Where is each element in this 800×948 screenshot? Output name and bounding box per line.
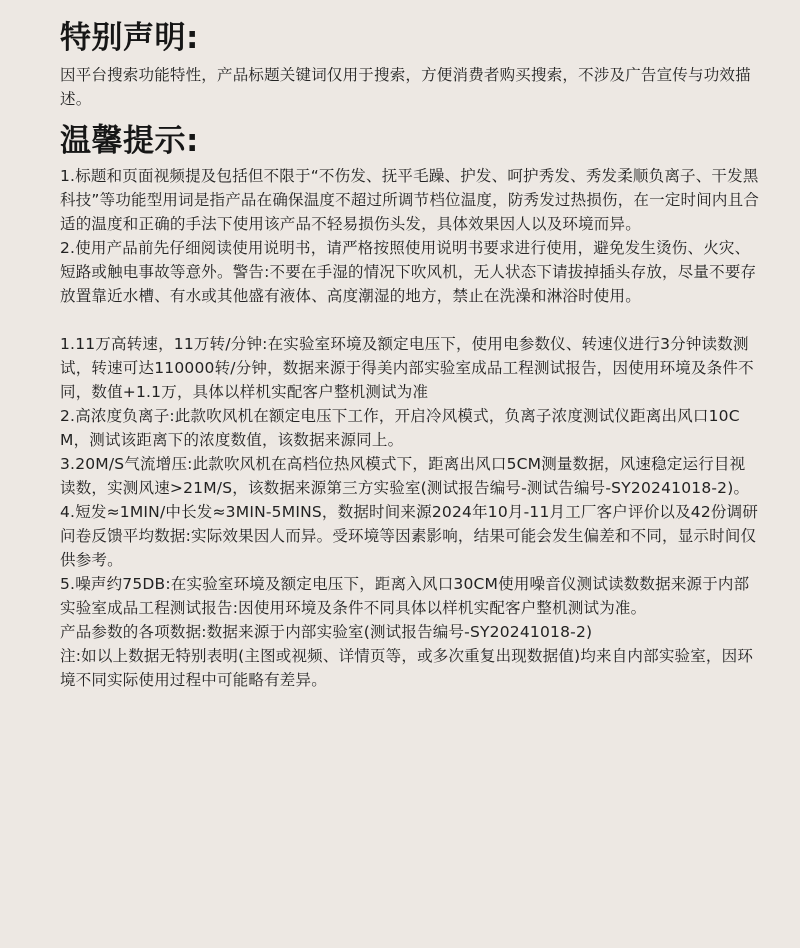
spec-item: 2.高浓度负离子:此款吹风机在额定电压下工作，开启冷风模式，负离子浓度测试仪距离出风口10CM，测试该距离下的浓度数值，该数据来源同上。 [60, 407, 740, 450]
spec-item: 产品参数的各项数据:数据来源于内部实验室(测试报告编号-SY20241018-2) [60, 623, 593, 642]
tips-heading: 温馨提示: [60, 123, 199, 160]
spec-item: 4.短发≈1MIN/中长发≈3MIN-5MINS，数据时间来源2024年10月-11月工厂客户评价以及42份调研问卷反馈平均数据:实际效果因人而异。受环境等因素影响，结果可能会发生偏差和不同，显示时间仅供参考。 [60, 503, 759, 570]
spec-item: 5.噪声约75DB:在实验室环境及额定电压下，距离入风口30CM使用噪音仪测试读数数据来源于内部实验室成品工程测试报告:因使用环境及条件不同具体以样机实配客户整机测试为准。 [60, 575, 750, 618]
spec-item: 注:如以上数据无特别表明(主图或视频、详情页等，或多次重复出现数据值)均来自内部实验室，因环境不同实际使用过程中可能略有差异。 [60, 647, 754, 690]
tip-item: 2.使用产品前先仔细阅读使用说明书，请严格按照使用说明书要求进行使用，避免发生烫伤、火灾、短路或触电事故等意外。警告:不要在手湿的情况下吹风机，无人状态下请拔掉插头存放，尽量不要存放置靠近水槽、有水或其他盛有液体、高度潮湿的地方，禁止在洗澡和淋浴时使用。 [60, 239, 757, 306]
tip-item: 1.标题和页面视频提及包括但不限于“不伤发、抚平毛躁、护发、呵护秀发、秀发柔顺负离子、干发黑科技”等功能型用词是指产品在确保温度不超过所调节档位温度，防秀发过热损伤，在一定时间内且合适的温度和正确的手法下使用该产品不轻易损伤头发，具体效果因人以及环境而异。 [60, 167, 760, 234]
spec-item: 3.20M/S气流增压:此款吹风机在高档位热风模式下，距离出风口5CM测量数据，风速稳定运行目视读数，实测风速>21M/S，该数据来源第三方实验室(测试报告编号-测试告编号-SY20241018-2)。 [60, 455, 750, 498]
disclaimer-text: 因平台搜索功能特性，产品标题关键词仅用于搜索，方便消费者购买搜索，不涉及广告宣传与功效描述。 [60, 66, 751, 109]
disclaimer-heading: 特别声明: [60, 20, 199, 56]
section-spacer [60, 308, 760, 332]
spec-item: 1.11万高转速，11万转/分钟:在实验室环境及额定电压下，使用电参数仪、转速仪进行3分钟读数测试，转速可达110000转/分钟，数据来源于得美内部实验室成品工程测试报告，因使用环境及条件不同，数值+1.1万，具体以样机实配客户整机测试为准 [60, 335, 754, 402]
specs-list [60, 332, 760, 692]
tips-list [60, 164, 760, 308]
